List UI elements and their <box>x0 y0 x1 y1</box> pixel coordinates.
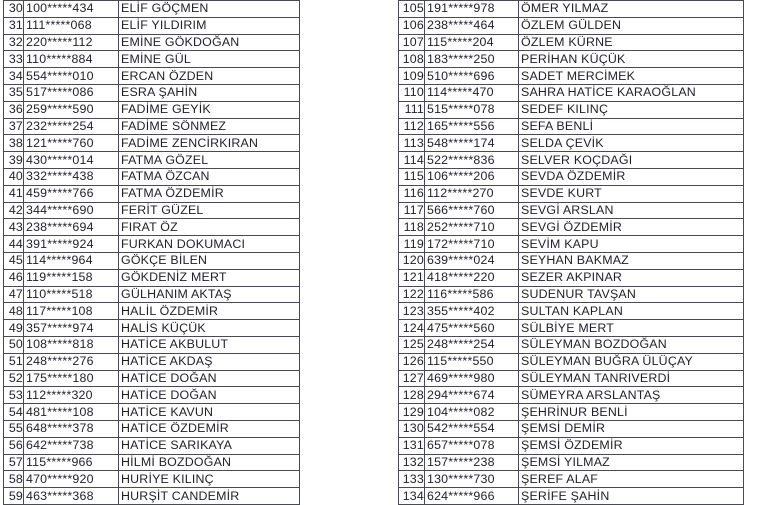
masked-id: 522*****836 <box>425 152 519 169</box>
table-row <box>399 236 744 253</box>
masked-id: 642*****738 <box>24 437 119 454</box>
row-number: 31 <box>4 17 24 34</box>
row-number: 109 <box>399 68 425 85</box>
table-row <box>399 320 744 337</box>
row-number: 110 <box>399 84 425 101</box>
person-name: FATMA GÖZEL <box>119 152 300 169</box>
row-number: 105 <box>399 1 425 18</box>
masked-id: 220*****112 <box>24 34 119 51</box>
person-name: SÜLBİYE MERT <box>519 320 744 337</box>
table-row <box>399 370 744 387</box>
masked-id: 639*****024 <box>425 252 519 269</box>
person-name: SULTAN KAPLAN <box>519 303 744 320</box>
masked-id: 459*****766 <box>24 185 119 202</box>
row-number: 120 <box>399 252 425 269</box>
masked-id: 121*****760 <box>24 135 119 152</box>
table-row <box>399 68 744 85</box>
masked-id: 232*****254 <box>24 118 119 135</box>
table-row <box>399 17 744 34</box>
row-number: 45 <box>4 252 24 269</box>
row-number: 123 <box>399 303 425 320</box>
masked-id: 115*****550 <box>425 353 519 370</box>
row-number: 131 <box>399 437 425 454</box>
masked-id: 112*****270 <box>425 185 519 202</box>
person-name: ELİF GÖÇMEN <box>119 1 300 18</box>
table-row <box>399 185 744 202</box>
masked-id: 175*****180 <box>24 370 119 387</box>
person-name: SEVGİ ARSLAN <box>519 202 744 219</box>
masked-id: 106*****206 <box>425 168 519 185</box>
row-number: 117 <box>399 202 425 219</box>
table-row <box>4 471 300 488</box>
row-number: 132 <box>399 454 425 471</box>
table-row <box>399 336 744 353</box>
masked-id: 108*****818 <box>24 336 119 353</box>
person-name: SEVİM KAPU <box>519 236 744 253</box>
person-name: SELDA ÇEVİK <box>519 135 744 152</box>
masked-id: 119*****158 <box>24 269 119 286</box>
table-row <box>4 236 300 253</box>
masked-id: 248*****254 <box>425 336 519 353</box>
masked-id: 110*****518 <box>24 286 119 303</box>
table-row <box>4 336 300 353</box>
person-name: GÖKÇE BİLEN <box>119 252 300 269</box>
row-number: 121 <box>399 269 425 286</box>
masked-id: 172*****710 <box>425 236 519 253</box>
table-row <box>399 152 744 169</box>
person-name: HURŞİT CANDEMİR <box>119 488 300 505</box>
row-number: 108 <box>399 51 425 68</box>
row-number: 134 <box>399 488 425 505</box>
table-row <box>4 101 300 118</box>
masked-id: 294*****674 <box>425 387 519 404</box>
table-row <box>399 135 744 152</box>
table-row <box>4 1 300 18</box>
person-name: ŞEMSİ ÖZDEMİR <box>519 437 744 454</box>
masked-id: 259*****590 <box>24 101 119 118</box>
table-row <box>4 135 300 152</box>
person-name: HATİCE ÖZDEMİR <box>119 420 300 437</box>
masked-id: 624*****966 <box>425 488 519 505</box>
row-number: 58 <box>4 471 24 488</box>
person-name: ERCAN ÖZDEN <box>119 68 300 85</box>
table-row <box>399 101 744 118</box>
table-row <box>4 387 300 404</box>
person-name: FIRAT ÖZ <box>119 219 300 236</box>
row-number: 54 <box>4 404 24 421</box>
person-name: SAHRA HATİCE KARAOĞLAN <box>519 84 744 101</box>
row-number: 33 <box>4 51 24 68</box>
person-name: ŞERİFE ŞAHİN <box>519 488 744 505</box>
person-name: EMİNE GÖKDOĞAN <box>119 34 300 51</box>
table-row <box>4 34 300 51</box>
row-number: 126 <box>399 353 425 370</box>
masked-id: 418*****220 <box>425 269 519 286</box>
row-number: 129 <box>399 404 425 421</box>
masked-id: 430*****014 <box>24 152 119 169</box>
row-number: 55 <box>4 420 24 437</box>
row-number: 39 <box>4 152 24 169</box>
row-number: 59 <box>4 488 24 505</box>
masked-id: 548*****174 <box>425 135 519 152</box>
masked-id: 252*****710 <box>425 219 519 236</box>
masked-id: 111*****068 <box>24 17 119 34</box>
row-number: 36 <box>4 101 24 118</box>
masked-id: 191*****978 <box>425 1 519 18</box>
table-row <box>399 286 744 303</box>
row-number: 124 <box>399 320 425 337</box>
person-name: SADET MERCİMEK <box>519 68 744 85</box>
row-number: 57 <box>4 454 24 471</box>
table-row <box>399 84 744 101</box>
row-number: 47 <box>4 286 24 303</box>
table-row <box>4 118 300 135</box>
person-name: HURİYE KILINÇ <box>119 471 300 488</box>
table-row <box>4 286 300 303</box>
person-name: FURKAN DOKUMACI <box>119 236 300 253</box>
table-row <box>4 454 300 471</box>
row-number: 52 <box>4 370 24 387</box>
row-number: 133 <box>399 471 425 488</box>
table-row <box>4 68 300 85</box>
person-name: ÖMER YILMAZ <box>519 1 744 18</box>
row-number: 112 <box>399 118 425 135</box>
masked-id: 391*****924 <box>24 236 119 253</box>
masked-id: 463*****368 <box>24 488 119 505</box>
table-row <box>4 219 300 236</box>
table-row <box>4 168 300 185</box>
person-name: FADİME GEYİK <box>119 101 300 118</box>
row-number: 122 <box>399 286 425 303</box>
masked-id: 332*****438 <box>24 168 119 185</box>
masked-id: 238*****464 <box>425 17 519 34</box>
masked-id: 469*****980 <box>425 370 519 387</box>
table-row <box>399 269 744 286</box>
person-name: SEVDA ÖZDEMİR <box>519 168 744 185</box>
row-number: 43 <box>4 219 24 236</box>
masked-id: 554*****010 <box>24 68 119 85</box>
row-number: 130 <box>399 420 425 437</box>
person-name: FADİME SÖNMEZ <box>119 118 300 135</box>
table-row <box>399 471 744 488</box>
masked-id: 657*****078 <box>425 437 519 454</box>
person-name: HİLMİ BOZDOĞAN <box>119 454 300 471</box>
table-row <box>4 152 300 169</box>
table-row <box>399 437 744 454</box>
row-number: 38 <box>4 135 24 152</box>
table-row <box>399 34 744 51</box>
person-name: SÜMEYRA ARSLANTAŞ <box>519 387 744 404</box>
masked-id: 165*****556 <box>425 118 519 135</box>
table-row <box>399 404 744 421</box>
row-number: 48 <box>4 303 24 320</box>
person-name: ŞEHRİNUR BENLİ <box>519 404 744 421</box>
person-name: SEZER AKPINAR <box>519 269 744 286</box>
person-name: SUDENUR TAVŞAN <box>519 286 744 303</box>
person-name: SEVGİ ÖZDEMİR <box>519 219 744 236</box>
row-number: 41 <box>4 185 24 202</box>
row-number: 111 <box>399 101 425 118</box>
person-name: SÜLEYMAN BOZDOĞAN <box>519 336 744 353</box>
masked-id: 357*****974 <box>24 320 119 337</box>
masked-id: 115*****966 <box>24 454 119 471</box>
masked-id: 470*****920 <box>24 471 119 488</box>
row-number: 35 <box>4 84 24 101</box>
person-name: ŞEMSİ YILMAZ <box>519 454 744 471</box>
table-row <box>4 252 300 269</box>
masked-id: 110*****884 <box>24 51 119 68</box>
masked-id: 238*****694 <box>24 219 119 236</box>
masked-id: 116*****586 <box>425 286 519 303</box>
table-row <box>4 185 300 202</box>
person-name: GÜLHANIM AKTAŞ <box>119 286 300 303</box>
person-name: HATİCE KAVUN <box>119 404 300 421</box>
row-number: 113 <box>399 135 425 152</box>
table-row <box>4 17 300 34</box>
masked-id: 183*****250 <box>425 51 519 68</box>
table-row <box>399 488 744 505</box>
person-name: HATİCE AKDAŞ <box>119 353 300 370</box>
table-row <box>399 168 744 185</box>
masked-id: 542*****554 <box>425 420 519 437</box>
person-name: ELİF YILDIRIM <box>119 17 300 34</box>
person-name: ŞEMSİ DEMİR <box>519 420 744 437</box>
person-name: SELVER KOÇDAĞI <box>519 152 744 169</box>
row-number: 49 <box>4 320 24 337</box>
masked-id: 248*****276 <box>24 353 119 370</box>
masked-id: 104*****082 <box>425 404 519 421</box>
person-name: ÖZLEM KÜRNE <box>519 34 744 51</box>
masked-id: 157*****238 <box>425 454 519 471</box>
person-name: ŞEREF ALAF <box>519 471 744 488</box>
row-number: 34 <box>4 68 24 85</box>
row-number: 42 <box>4 202 24 219</box>
person-name: HATİCE SARIKAYA <box>119 437 300 454</box>
masked-id: 114*****470 <box>425 84 519 101</box>
person-name: FATMA ÖZDEMİR <box>119 185 300 202</box>
person-name: SÜLEYMAN BUĞRA ÜLÜÇAY <box>519 353 744 370</box>
row-number: 53 <box>4 387 24 404</box>
person-name: GÖKDENİZ MERT <box>119 269 300 286</box>
person-name: FERİT GÜZEL <box>119 202 300 219</box>
row-number: 46 <box>4 269 24 286</box>
row-number: 107 <box>399 34 425 51</box>
table-row <box>399 202 744 219</box>
table-row <box>399 303 744 320</box>
masked-id: 648*****378 <box>24 420 119 437</box>
table-row <box>4 420 300 437</box>
person-name: EMİNE GÜL <box>119 51 300 68</box>
row-number: 51 <box>4 353 24 370</box>
table-row <box>399 454 744 471</box>
table-row <box>399 353 744 370</box>
roster-table-left <box>3 0 300 505</box>
person-name: HATİCE DOĞAN <box>119 370 300 387</box>
person-name: SEDEF KILINÇ <box>519 101 744 118</box>
table-row <box>399 420 744 437</box>
masked-id: 475*****560 <box>425 320 519 337</box>
row-number: 118 <box>399 219 425 236</box>
person-name: ÖZLEM GÜLDEN <box>519 17 744 34</box>
row-number: 56 <box>4 437 24 454</box>
masked-id: 566*****760 <box>425 202 519 219</box>
table-row <box>4 84 300 101</box>
person-name: ESRA ŞAHİN <box>119 84 300 101</box>
person-name: HATİCE AKBULUT <box>119 336 300 353</box>
row-number: 50 <box>4 336 24 353</box>
table-row <box>399 219 744 236</box>
person-name: PERİHAN KÜÇÜK <box>519 51 744 68</box>
person-name: HALİS KÜÇÜK <box>119 320 300 337</box>
person-name: FATMA ÖZCAN <box>119 168 300 185</box>
row-number: 44 <box>4 236 24 253</box>
masked-id: 355*****402 <box>425 303 519 320</box>
person-name: SEVDE KURT <box>519 185 744 202</box>
masked-id: 100*****434 <box>24 1 119 18</box>
masked-id: 114*****964 <box>24 252 119 269</box>
table-row <box>4 488 300 505</box>
row-number: 128 <box>399 387 425 404</box>
person-name: HALİL ÖZDEMİR <box>119 303 300 320</box>
row-number: 106 <box>399 17 425 34</box>
row-number: 127 <box>399 370 425 387</box>
masked-id: 515*****078 <box>425 101 519 118</box>
table-row <box>399 387 744 404</box>
table-row <box>4 303 300 320</box>
table-row <box>4 437 300 454</box>
person-name: SEFA BENLİ <box>519 118 744 135</box>
masked-id: 112*****320 <box>24 387 119 404</box>
row-number: 115 <box>399 168 425 185</box>
row-number: 119 <box>399 236 425 253</box>
row-number: 125 <box>399 336 425 353</box>
masked-id: 115*****204 <box>425 34 519 51</box>
roster-table-right <box>398 0 744 505</box>
row-number: 32 <box>4 34 24 51</box>
person-name: FADİME ZENCİRKIRAN <box>119 135 300 152</box>
table-row <box>4 202 300 219</box>
table-row <box>4 370 300 387</box>
table-row <box>4 353 300 370</box>
masked-id: 117*****108 <box>24 303 119 320</box>
row-number: 40 <box>4 168 24 185</box>
person-name: SÜLEYMAN TANRIVERDİ <box>519 370 744 387</box>
row-number: 116 <box>399 185 425 202</box>
table-row <box>399 252 744 269</box>
person-name: SEYHAN BAKMAZ <box>519 252 744 269</box>
masked-id: 510*****696 <box>425 68 519 85</box>
table-row <box>399 1 744 18</box>
table-row <box>4 404 300 421</box>
row-number: 37 <box>4 118 24 135</box>
masked-id: 344*****690 <box>24 202 119 219</box>
table-row <box>399 118 744 135</box>
masked-id: 130*****730 <box>425 471 519 488</box>
masked-id: 481*****108 <box>24 404 119 421</box>
person-name: HATİCE DOĞAN <box>119 387 300 404</box>
row-number: 30 <box>4 1 24 18</box>
table-row <box>4 269 300 286</box>
table-row <box>4 51 300 68</box>
table-row <box>4 320 300 337</box>
table-row <box>399 51 744 68</box>
row-number: 114 <box>399 152 425 169</box>
masked-id: 517*****086 <box>24 84 119 101</box>
